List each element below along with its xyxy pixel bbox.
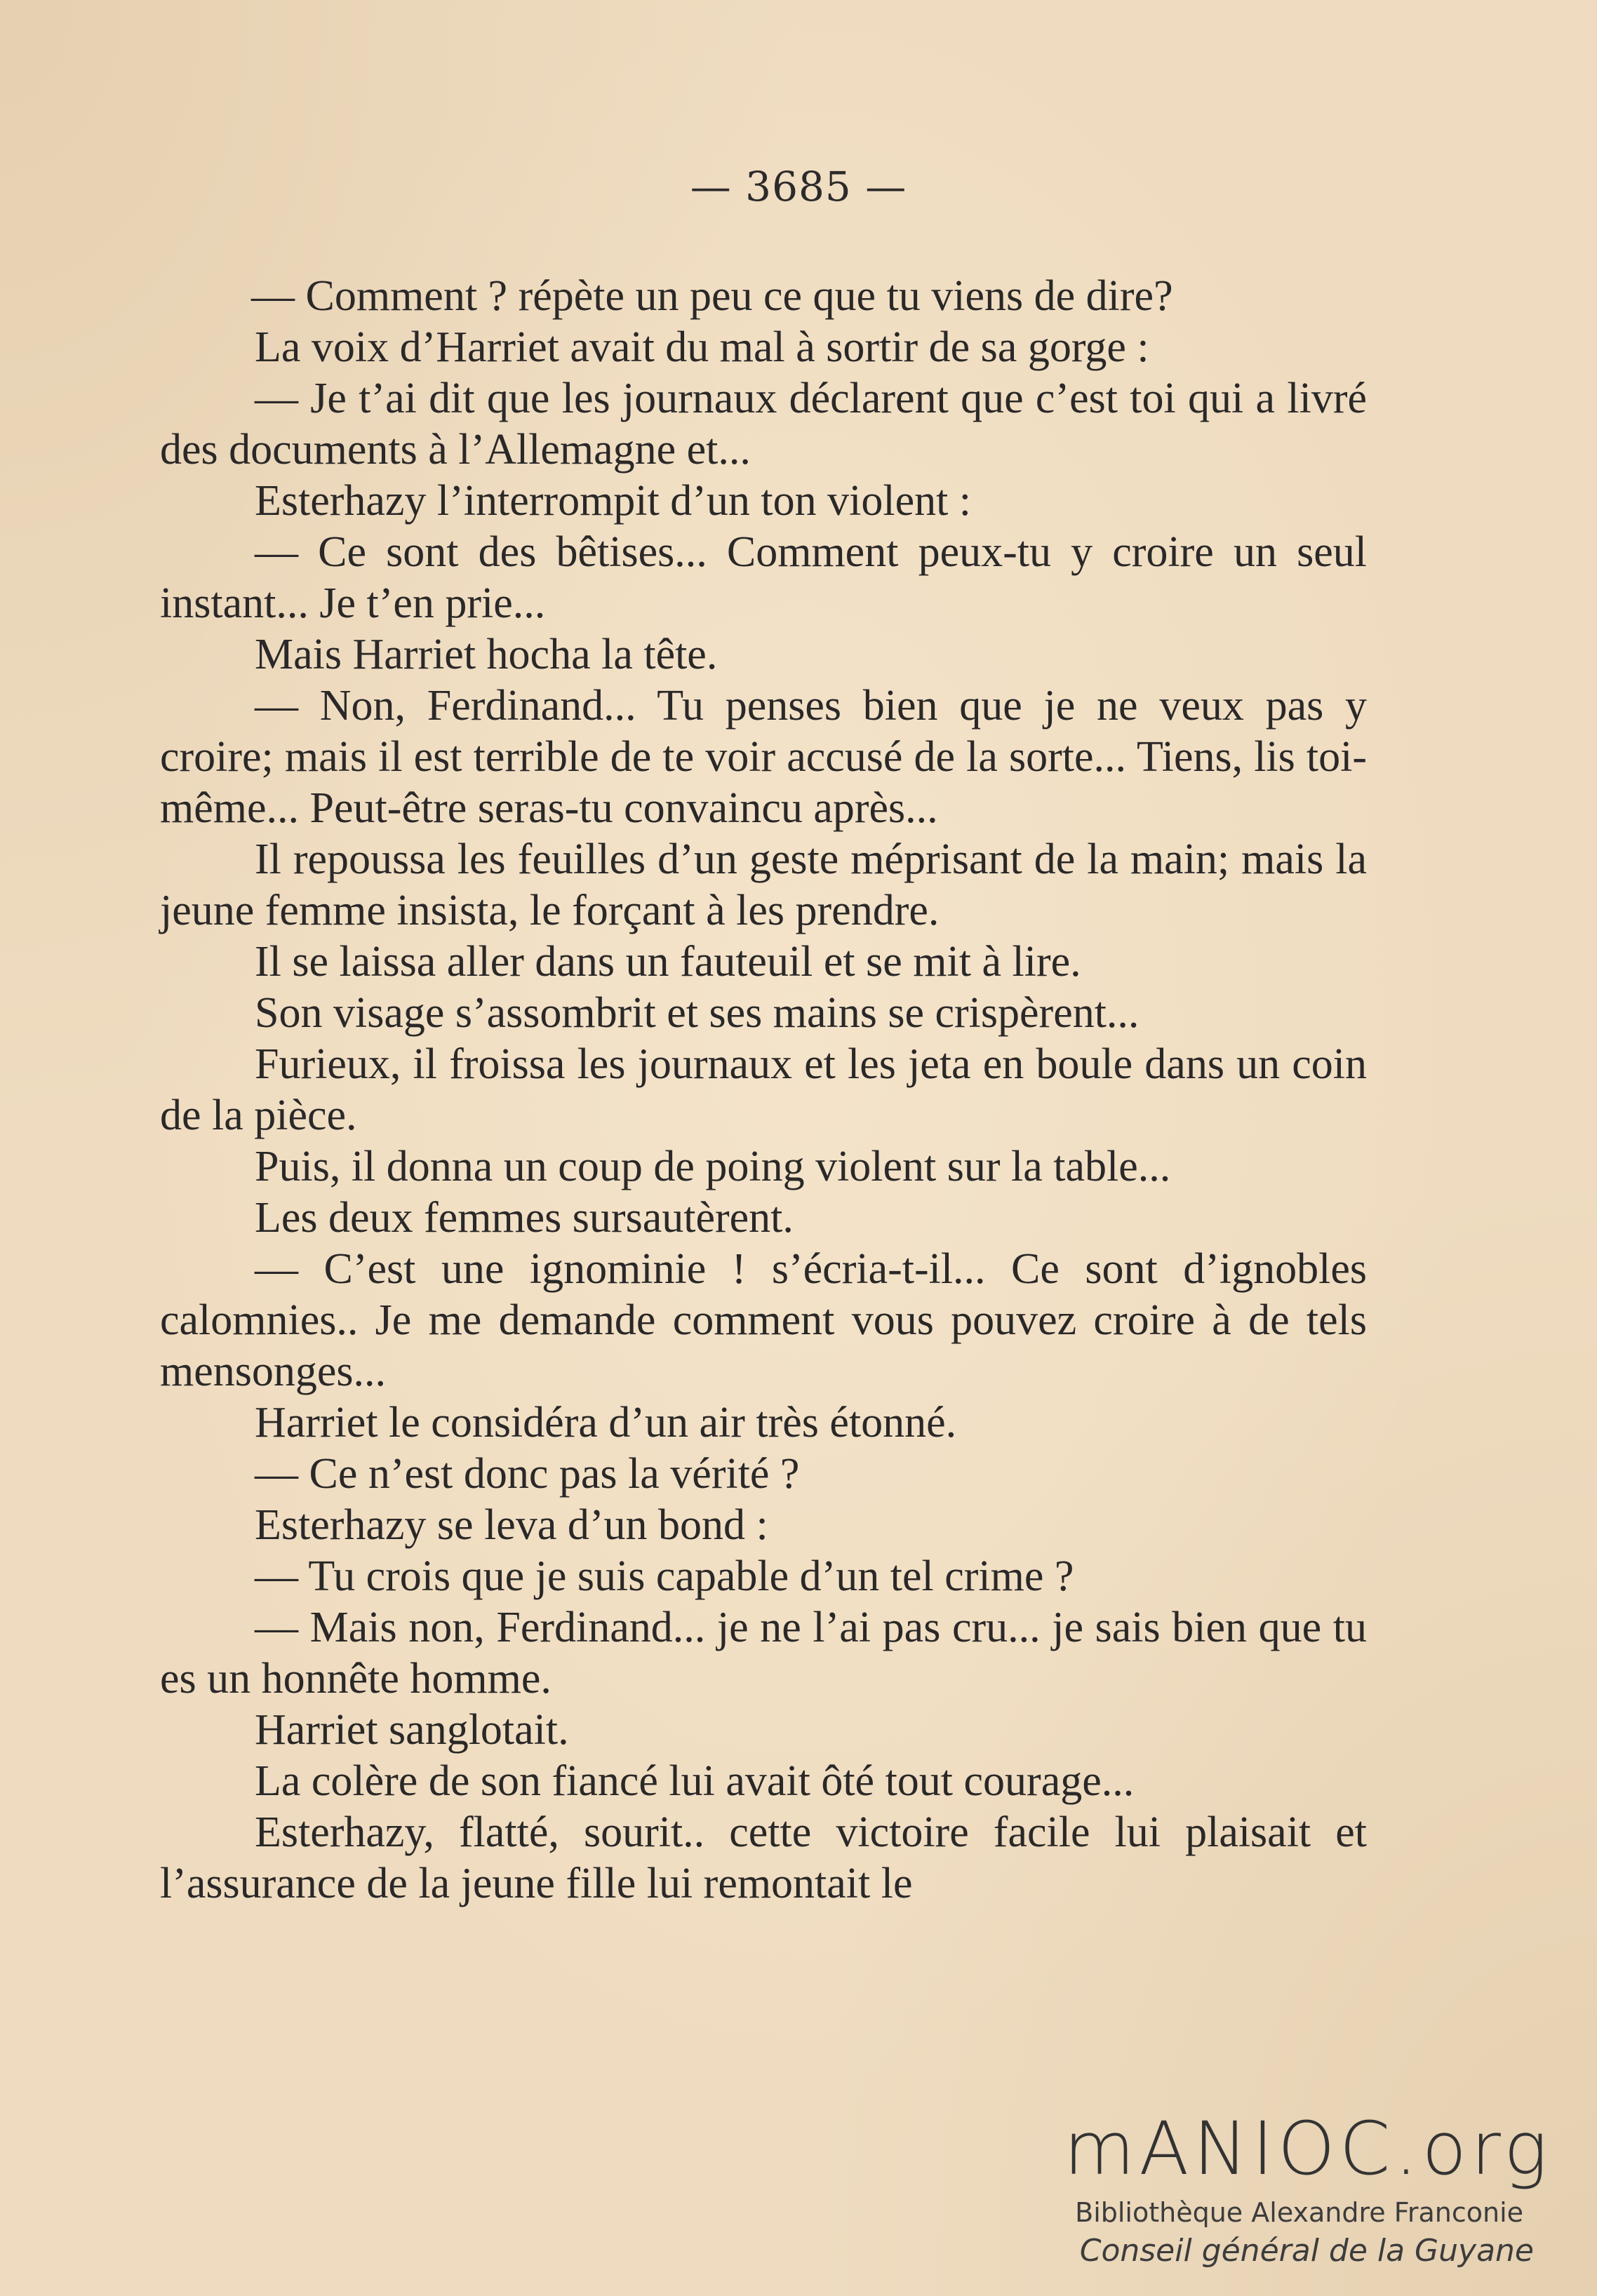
page-body-text bbox=[160, 271, 1367, 1909]
paragraph: — Comment ? répète un peu ce que tu viens de dire? bbox=[251, 272, 1173, 320]
council-name: Conseil général de la Guyane bbox=[1079, 2233, 1534, 2269]
paragraph: Les deux femmes sursautèrent. bbox=[255, 1194, 794, 1242]
paragraph: La voix d’Harriet avait du mal à sortir de sa gorge : bbox=[255, 323, 1149, 371]
library-name: Bibliothèque Alexandre Franconie bbox=[1075, 2197, 1523, 2228]
manioc-logo: mANIOC.org bbox=[1064, 2106, 1552, 2191]
manioc-watermark bbox=[1064, 2106, 1555, 2271]
paragraph: — Ce sont des bêtises... Comment peux-tu y croire un seul instant... Je t’en prie... bbox=[160, 528, 1367, 627]
paragraph: Mais Harriet hocha la tête. bbox=[255, 631, 718, 678]
paragraph: La colère de son fiancé lui avait ôté tout courage... bbox=[255, 1757, 1135, 1805]
paragraph: — Je t’ai dit que les journaux déclarent que c’est toi qui a livré des documents à l’Allemagne et... bbox=[160, 375, 1367, 474]
paragraph: — Non, Ferdinand... Tu penses bien que je ne veux pas y croire; mais il est terrible de te voir accusé de la sorte... Tiens, lis toi-même... Peut-être seras-tu convaincu après... bbox=[160, 682, 1367, 832]
paragraph: Esterhazy se leva d’un bond : bbox=[255, 1501, 768, 1549]
paragraph: Esterhazy l’interrompit d’un ton violent : bbox=[255, 477, 972, 525]
paragraph: Harriet sanglotait. bbox=[255, 1706, 569, 1754]
page-number: — 3685 — bbox=[690, 163, 907, 210]
paragraph: — Tu crois que je suis capable d’un tel crime ? bbox=[255, 1552, 1074, 1600]
paragraph: Esterhazy, flatté, sourit.. cette victoire facile lui plaisait et l’assurance de la jeune fille lui remontait le bbox=[160, 1808, 1367, 1907]
paragraph: Furieux, il froissa les journaux et les jeta en boule dans un coin de la pièce. bbox=[160, 1040, 1367, 1139]
paragraph: Il repoussa les feuilles d’un geste méprisant de la main; mais la jeune femme insista, le forçant à les prendre. bbox=[160, 835, 1367, 934]
paragraph: — Mais non, Ferdinand... je ne l’ai pas cru... je sais bien que tu es un honnête homme. bbox=[160, 1604, 1367, 1703]
paragraph: — Ce n’est donc pas la vérité ? bbox=[255, 1450, 800, 1498]
paragraph: Son visage s’assombrit et ses mains se crispèrent... bbox=[255, 989, 1140, 1037]
paragraph: Il se laissa aller dans un fauteuil et se mit à lire. bbox=[255, 938, 1081, 986]
paragraph: — C’est une ignominie ! s’écria-t-il... Ce sont d’ignobles calomnies.. Je me demande comment vous pouvez croire à de tels mensonges... bbox=[160, 1245, 1367, 1395]
paragraph: Puis, il donna un coup de poing violent sur la table... bbox=[255, 1143, 1171, 1190]
paragraph: Harriet le considéra d’un air très étonné. bbox=[255, 1399, 957, 1446]
